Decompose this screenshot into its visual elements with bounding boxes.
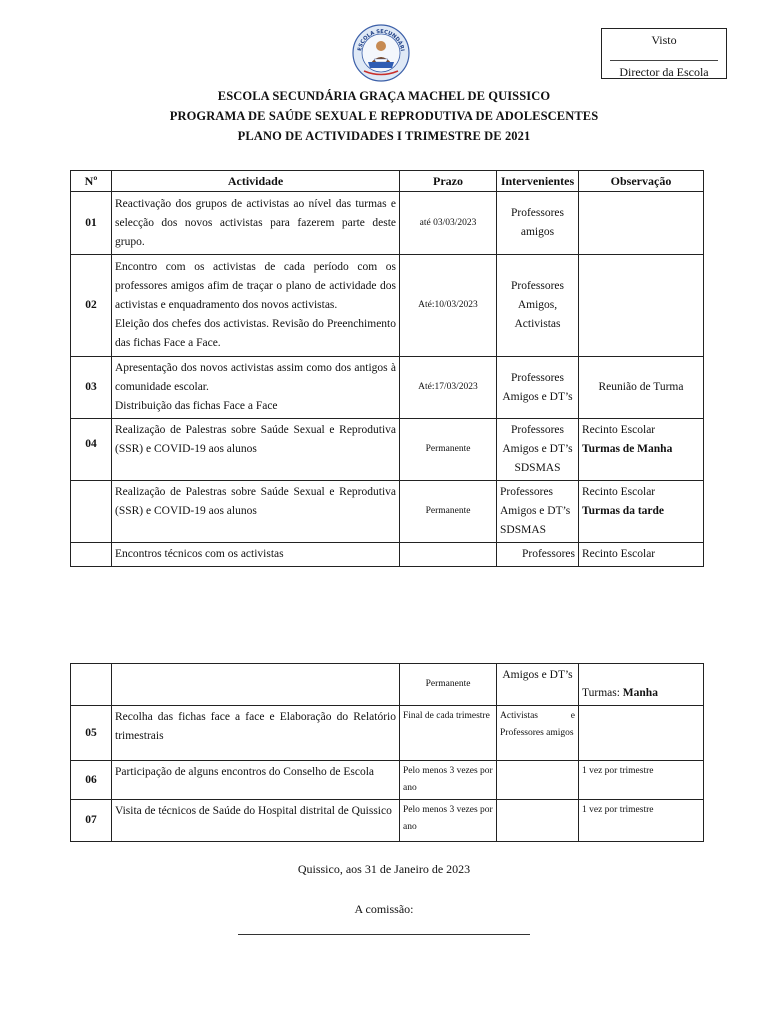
row-deadline xyxy=(400,543,497,567)
row-observation-shift: Turmas de Manha xyxy=(582,443,673,455)
row-activity: Reactivação dos grupos de activistas ao nível das turmas e selecção dos novos activistas para fazerem parte deste grupo. xyxy=(112,192,400,255)
row-observation xyxy=(579,255,704,357)
row-deadline: Até:10/03/2023 xyxy=(400,255,497,357)
row-observation xyxy=(579,481,704,543)
program-title: PROGRAMA DE SAÚDE SEXUAL E REPRODUTIVA DE ADOLESCENTES xyxy=(169,109,599,123)
row-number: 02 xyxy=(71,255,112,357)
table-row xyxy=(71,419,704,481)
visto-title: Visto xyxy=(651,33,677,47)
row-observation xyxy=(579,706,704,761)
row-number: 05 xyxy=(71,706,112,761)
row-deadline: Permanente xyxy=(400,419,497,481)
row-participants: Professores Amigos e DT’s xyxy=(497,357,579,419)
row-number: 06 xyxy=(71,761,112,800)
row-number: 03 xyxy=(71,357,112,419)
table-row xyxy=(71,664,704,706)
row-participants xyxy=(497,761,579,800)
row-deadline: Permanente xyxy=(400,664,497,706)
row-observation-place: Recinto Escolar xyxy=(582,424,656,436)
row-activity-part1: Encontro com os activistas de cada período com os professores amigos afim de traçar o plano de actividade dos activistas e enquadramento dos novos activistas. xyxy=(115,261,396,311)
row-activity: Recolha das fichas face a face e Elaboração do Relatório trimestrais xyxy=(112,706,400,761)
row-number: 04 xyxy=(71,419,112,481)
visto-role: Director da Escola xyxy=(619,65,709,79)
row-observation-shift: Manha xyxy=(622,687,658,699)
row-participants: Professores Amigos, Activistas xyxy=(497,255,579,357)
row-activity-part1: Apresentação dos novos activistas assim como dos antigos à comunidade escolar. xyxy=(115,362,396,393)
row-observation: Recinto Escolar xyxy=(579,543,704,567)
row-observation: Reunião de Turma xyxy=(579,357,704,419)
row-participants: Amigos e DT’s xyxy=(497,664,579,706)
visto-box xyxy=(601,28,727,79)
row-observation xyxy=(579,419,704,481)
row-observation-shift: Turmas da tarde xyxy=(582,505,664,517)
plan-title: PLANO DE ACTIVIDADES I TRIMESTRE DE 2021 xyxy=(237,129,531,143)
row-observation: 1 vez por trimestre xyxy=(579,800,704,842)
row-participants: Professores amigos xyxy=(497,192,579,255)
activities-table xyxy=(70,170,704,567)
row-observation-prefix: Turmas: xyxy=(582,687,623,699)
row-participants xyxy=(497,800,579,842)
row-deadline: Até:17/03/2023 xyxy=(400,357,497,419)
row-activity xyxy=(112,664,400,706)
row-number: 01 xyxy=(71,192,112,255)
row-number xyxy=(71,481,112,543)
table-row xyxy=(71,481,704,543)
row-activity: Visita de técnicos de Saúde do Hospital distrital de Quissico xyxy=(112,800,400,842)
committee-label: A comissão: xyxy=(354,902,414,916)
col-header-participants: Intervenientes xyxy=(497,171,579,192)
table-row xyxy=(71,255,704,357)
row-deadline: Final de cada trimestre xyxy=(400,706,497,761)
row-activity: Participação de alguns encontros do Conselho de Escola xyxy=(112,761,400,800)
table-row xyxy=(71,543,704,567)
row-activity: Encontros técnicos com os activistas xyxy=(112,543,400,567)
place-date: Quissico, aos 31 de Janeiro de 2023 xyxy=(297,862,471,876)
row-number xyxy=(71,664,112,706)
row-observation xyxy=(579,664,704,706)
col-header-number: Nº xyxy=(71,171,112,192)
visto-signature-line xyxy=(610,60,718,61)
row-observation xyxy=(579,192,704,255)
row-deadline: até 03/03/2023 xyxy=(400,192,497,255)
table-row xyxy=(71,706,704,761)
row-activity-part2: Distribuição das fichas Face a Face xyxy=(115,400,278,412)
row-deadline: Pelo menos 3 vezes por ano xyxy=(400,761,497,800)
school-logo xyxy=(352,24,410,82)
row-deadline: Permanente xyxy=(400,481,497,543)
row-participants: Professores xyxy=(497,543,579,567)
logo-arc-text: ESCOLA SECUNDÁRI xyxy=(357,28,405,52)
row-activity-part2: Eleição dos chefes dos activistas. Revisão do Preenchimento das fichas Face a Face. xyxy=(115,318,396,349)
row-activity: Realização de Palestras sobre Saúde Sexual e Reprodutiva (SSR) e COVID-19 aos alunos xyxy=(112,419,400,481)
row-activity xyxy=(112,357,400,419)
row-number: 07 xyxy=(71,800,112,842)
col-header-observation: Observação xyxy=(579,171,704,192)
col-header-deadline: Prazo xyxy=(400,171,497,192)
row-activity xyxy=(112,255,400,357)
table-header-row xyxy=(71,171,704,192)
row-deadline: Pelo menos 3 vezes por ano xyxy=(400,800,497,842)
table-row xyxy=(71,357,704,419)
committee-signature-line xyxy=(238,934,530,935)
activities-table-continued xyxy=(70,663,704,842)
row-activity: Realização de Palestras sobre Saúde Sexual e Reprodutiva (SSR) e COVID-19 aos alunos xyxy=(112,481,400,543)
row-participants: Professores Amigos e DT’s SDSMAS xyxy=(497,481,579,543)
row-participants: Activistas e Professores amigos xyxy=(497,706,579,761)
row-observation-place: Recinto Escolar xyxy=(582,486,656,498)
school-name: ESCOLA SECUNDÁRIA GRAÇA MACHEL DE QUISSICO xyxy=(217,89,551,103)
table-row xyxy=(71,761,704,800)
table-row xyxy=(71,800,704,842)
row-participants: Professores Amigos e DT’s SDSMAS xyxy=(497,419,579,481)
col-header-activity: Actividade xyxy=(112,171,400,192)
row-number xyxy=(71,543,112,567)
row-observation: 1 vez por trimestre xyxy=(579,761,704,800)
table-row xyxy=(71,192,704,255)
